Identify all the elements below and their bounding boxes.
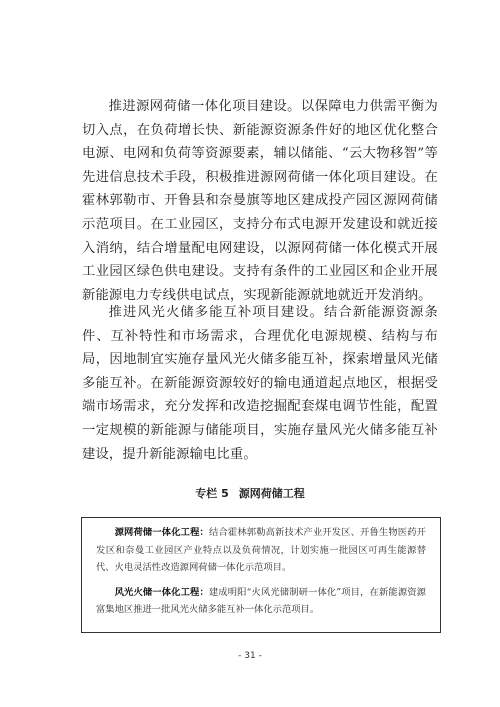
page-number: - 31 - [238, 651, 262, 661]
box-title [0, 485, 500, 501]
paragraph-wind-solar-thermal-storage: 推进风光火储多能互补项目建设。结合新能源资源条件、互补特性和市场需求，合理优化电源规模、结构与布局，因地制宜实施存量风光火储多能互补，探索增量风光储多能互补。在新能源资源较好的输电通道起点地区，根据受端市场需求，充分发挥和改造挖掘配套煤电调节性能，配置一定规模的新能源与储能项目，实施存量风光火储多能互补建设，提升新能源输电比重。 [82, 305, 438, 462]
project-box [81, 517, 441, 633]
box-item-text: 建成明阳“火风光储制研一体化”项目，在新能源资源富集地区推进一批风光火储多能互补一体化示范项目。 [96, 586, 426, 615]
box-item [96, 524, 426, 577]
box-item-label: 风光火储一体化工程： [114, 586, 209, 598]
box-item [96, 584, 426, 619]
box-title-text: 源网荷储工程 [238, 487, 305, 500]
box-item-label: 源网荷储一体化工程： [114, 527, 209, 538]
paragraph-source-grid-load-storage: 推进源网荷储一体化项目建设。以保障电力供需平衡为切入点，在负荷增长快、新能源资源条件好的地区优化整合电源、电网和负荷等资源要素，辅以储能、“云大物移智”等先进信息技术手段，积极推进源网荷储一体化项目建设。在霍林郭勒市、开鲁县和奈曼旗等地区建成投产园区源网荷储示范项目。在工业园区，支持分布式电源开发建设和就近接入消纳，结合增量配电网建设，以源网荷储一体化模式开展工业园区绿色供电建设。支持有条件的工业园区和企业开展新能源电力专线供电试点，实现新能源就地就近开发消纳。 [82, 99, 438, 303]
box-number: 专栏 5 [195, 487, 229, 500]
box-item-text: 结合霍林郭勒高新技术产业开发区、开鲁生物医药开发区和奈曼工业园区产业特点以及负荷情况，计划实施一批园区可再生能源替代、火电灵活性改造源网荷储一体化示范项目。 [96, 527, 426, 573]
